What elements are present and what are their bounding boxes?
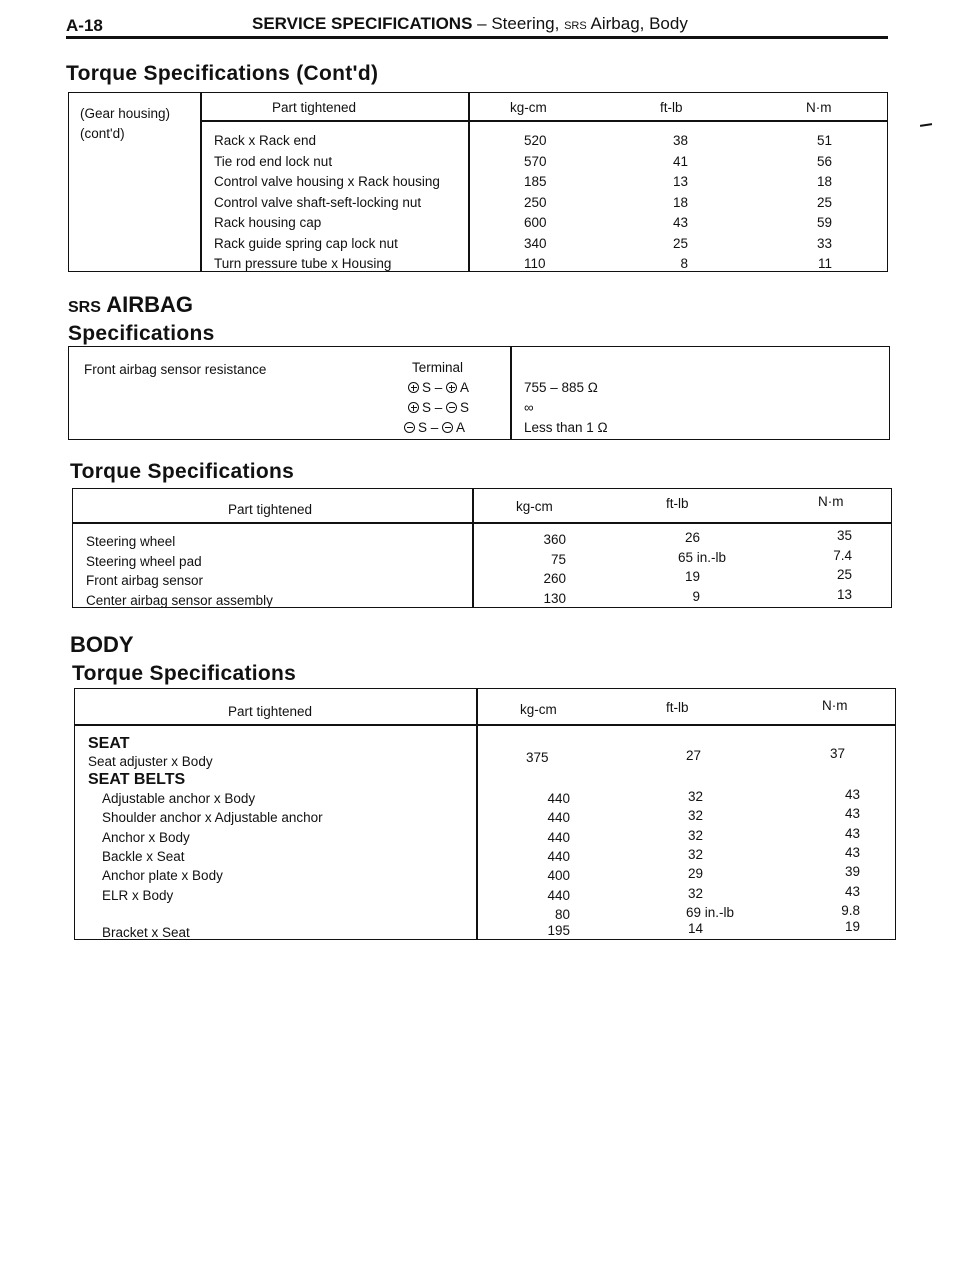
srs-torque-row-ftlb: 65 in.-lb — [678, 549, 727, 565]
srs-torque-row-kgcm: 75 — [550, 551, 566, 567]
gear-row-kgcm: 110 — [524, 256, 546, 271]
gear-row-nm: 18 — [816, 174, 832, 189]
body-row-part: Shoulder anchor x Adjustable anchor — [102, 810, 323, 826]
srs-spec-divider — [510, 346, 512, 440]
srs-terminal-pair — [408, 398, 469, 419]
body-row-part: Anchor plate x Body — [102, 868, 223, 884]
body-row-ftlb: 32 — [688, 827, 704, 843]
gear-header-rule — [200, 120, 888, 122]
gear-row-ftlb: 13 — [672, 174, 688, 189]
body-row-kgcm: 195 — [547, 923, 570, 938]
gear-group-label-1: (Gear housing) — [80, 106, 171, 121]
body-row-ftlb: 32 — [688, 846, 704, 862]
srs-terminal-value: Less than 1 Ω — [524, 420, 608, 435]
srs-torque-row-nm: 35 — [836, 528, 852, 543]
body-col-ftlb: ft-lb — [666, 700, 689, 715]
gear-torque-heading: Torque Specifications (Cont'd) — [66, 62, 379, 85]
body-row-kgcm: 400 — [547, 868, 570, 884]
srs-terminal-b: A — [460, 380, 470, 395]
body-row-kgcm: 440 — [547, 829, 570, 845]
srs-terminal-b: A — [456, 420, 466, 435]
gear-row-kgcm: 340 — [524, 235, 547, 251]
body-row-kgcm: 440 — [547, 887, 570, 903]
body-col-kgcm: kg-cm — [520, 702, 557, 717]
srs-torque-row-kgcm: 260 — [543, 571, 566, 586]
srs-torque-divider — [472, 488, 474, 608]
body-row-nm: 43 — [844, 806, 860, 822]
gear-group-label-2: (cont'd) — [80, 126, 125, 141]
body-row-part: Anchor x Body — [102, 829, 190, 845]
srs-terminal-label: Terminal — [412, 360, 464, 375]
body-row-ftlb: 32 — [688, 789, 704, 804]
plus-terminal-icon — [408, 382, 419, 393]
gear-row-kgcm: 250 — [524, 194, 547, 210]
gear-row-part: Rack housing cap — [214, 215, 322, 230]
gear-row-part: Tie rod end lock nut — [214, 153, 333, 169]
body-row-nm: 43 — [844, 883, 860, 899]
body-seat-label: SEAT — [88, 735, 130, 752]
gear-row-part: Control valve housing x Rack housing — [214, 174, 440, 189]
gear-row-nm: 59 — [816, 215, 832, 230]
srs-torque-col-ftlb: ft-lb — [666, 496, 689, 511]
srs-torque-row-nm: 25 — [836, 567, 852, 582]
gear-row-nm: 25 — [816, 194, 832, 210]
gear-row-nm: 51 — [816, 133, 832, 148]
srs-torque-heading: Torque Specifications — [70, 460, 295, 483]
gear-row-ftlb: 8 — [680, 256, 688, 271]
gear-row-kgcm: 570 — [524, 153, 547, 169]
body-torque-divider — [476, 688, 478, 940]
body-heading: BODY — [70, 632, 134, 657]
body-row-nm: 43 — [844, 825, 860, 841]
gear-row-part: Control valve shaft-seft-locking nut — [214, 194, 422, 210]
srs-heading-rest: AIRBAG — [100, 292, 193, 317]
gear-row-ftlb: 38 — [672, 133, 688, 148]
srs-subheading: Specifications — [68, 322, 215, 345]
header-title-bold: SERVICE SPECIFICATIONS — [252, 14, 473, 33]
body-row-nm: 43 — [844, 844, 860, 860]
body-belts-label: SEAT BELTS — [88, 771, 186, 788]
gear-col-divider-1 — [200, 92, 202, 272]
body-row-ftlb: 32 — [688, 808, 704, 824]
minus-terminal-icon — [404, 422, 415, 433]
body-row-ftlb: 69 in.-lb — [686, 904, 735, 920]
srs-torque-row-part: Steering wheel pad — [86, 553, 202, 569]
body-row-ftlb: 14 — [688, 921, 704, 936]
body-row-nm: 19 — [844, 919, 860, 934]
header-title-end: Airbag, Body — [586, 14, 688, 33]
gear-col-divider-2 — [468, 92, 470, 272]
margin-mark — [920, 123, 932, 126]
body-row-part: Seat adjuster x Body — [88, 754, 213, 769]
srs-torque-row-part: Front airbag sensor — [86, 573, 204, 588]
header-title-srs: SRS — [564, 20, 587, 32]
page-header-title — [252, 14, 688, 34]
body-row-part: Bracket x Seat — [102, 925, 190, 940]
srs-torque-header-rule — [72, 522, 892, 524]
gear-col-ftlb: ft-lb — [660, 100, 683, 115]
body-row-nm: 39 — [844, 864, 860, 880]
body-col-part: Part tightened — [228, 704, 313, 719]
body-row-kgcm: 80 — [554, 906, 570, 922]
srs-terminal-value: ∞ — [524, 400, 534, 415]
gear-row-ftlb: 25 — [672, 235, 688, 251]
body-row-nm: 9.8 — [841, 902, 860, 918]
srs-torque-row-ftlb: 9 — [692, 588, 700, 604]
gear-torque-table — [68, 92, 888, 272]
body-row-nm: 37 — [830, 746, 846, 761]
srs-terminal-a: S – — [422, 400, 447, 415]
body-row-ftlb: 32 — [688, 885, 704, 901]
minus-terminal-icon — [442, 422, 453, 433]
body-row-kgcm: 440 — [547, 791, 570, 806]
gear-row-part: Turn pressure tube x Housing — [214, 256, 392, 271]
body-torque-header-rule — [74, 724, 896, 726]
srs-torque-col-nm: N·m — [818, 494, 844, 509]
body-row-part: Backle x Seat — [102, 848, 185, 864]
body-col-nm: N·m — [822, 698, 848, 713]
srs-terminal-pair — [404, 418, 465, 439]
srs-item: Front airbag sensor resistance — [84, 362, 267, 377]
gear-row-ftlb: 18 — [672, 194, 688, 210]
header-title-rest: – Steering, — [472, 14, 565, 33]
gear-row-ftlb: 43 — [672, 215, 688, 230]
gear-row-ftlb: 41 — [672, 153, 688, 169]
srs-heading-srs: SRS — [68, 299, 101, 316]
srs-terminal-b: S — [460, 400, 470, 415]
minus-terminal-icon — [446, 402, 457, 413]
body-row-kgcm: 375 — [526, 750, 549, 765]
gear-row-part: Rack guide spring cap lock nut — [214, 235, 398, 251]
srs-torque-col-kgcm: kg-cm — [516, 499, 553, 514]
gear-col-kgcm: kg-cm — [510, 100, 547, 115]
srs-torque-row-part: Center airbag sensor assembly — [86, 592, 273, 608]
srs-torque-row-nm: 7.4 — [833, 547, 852, 563]
srs-heading — [68, 292, 193, 318]
page-number: A-18 — [66, 16, 103, 35]
body-row-part: Adjustable anchor x Body — [102, 791, 256, 806]
gear-row-kgcm: 600 — [524, 215, 547, 230]
srs-torque-row-nm: 13 — [836, 586, 852, 602]
srs-terminal-value: 755 – 885 Ω — [524, 380, 598, 395]
srs-torque-col-part: Part tightened — [228, 502, 313, 517]
plus-terminal-icon — [408, 402, 419, 413]
gear-row-kgcm: 185 — [524, 174, 547, 189]
gear-row-part: Rack x Rack end — [214, 133, 317, 148]
body-subheading: Torque Specifications — [72, 662, 297, 685]
srs-terminal-pair — [408, 378, 469, 399]
srs-terminal-a: S – — [422, 380, 447, 395]
srs-terminal-a: S – — [418, 420, 443, 435]
gear-row-nm: 11 — [817, 256, 832, 271]
gear-col-nm: N·m — [806, 100, 832, 115]
srs-torque-row-ftlb: 19 — [684, 569, 700, 584]
gear-row-nm: 56 — [816, 153, 832, 169]
gear-row-nm: 33 — [816, 235, 832, 251]
body-row-kgcm: 440 — [547, 848, 570, 864]
body-row-nm: 43 — [844, 787, 860, 802]
body-row-ftlb: 27 — [686, 748, 702, 763]
srs-torque-row-ftlb: 26 — [684, 530, 700, 545]
body-row-part: ELR x Body — [102, 887, 174, 903]
srs-torque-row-kgcm: 130 — [543, 590, 566, 606]
srs-torque-row-part: Steering wheel — [86, 534, 176, 549]
body-row-ftlb: 29 — [688, 866, 704, 882]
gear-col-part: Part tightened — [272, 100, 357, 115]
header-rule — [66, 36, 888, 39]
gear-row-kgcm: 520 — [524, 133, 547, 148]
body-row-kgcm: 440 — [547, 810, 570, 826]
srs-torque-row-kgcm: 360 — [543, 532, 566, 547]
plus-terminal-icon — [446, 382, 457, 393]
